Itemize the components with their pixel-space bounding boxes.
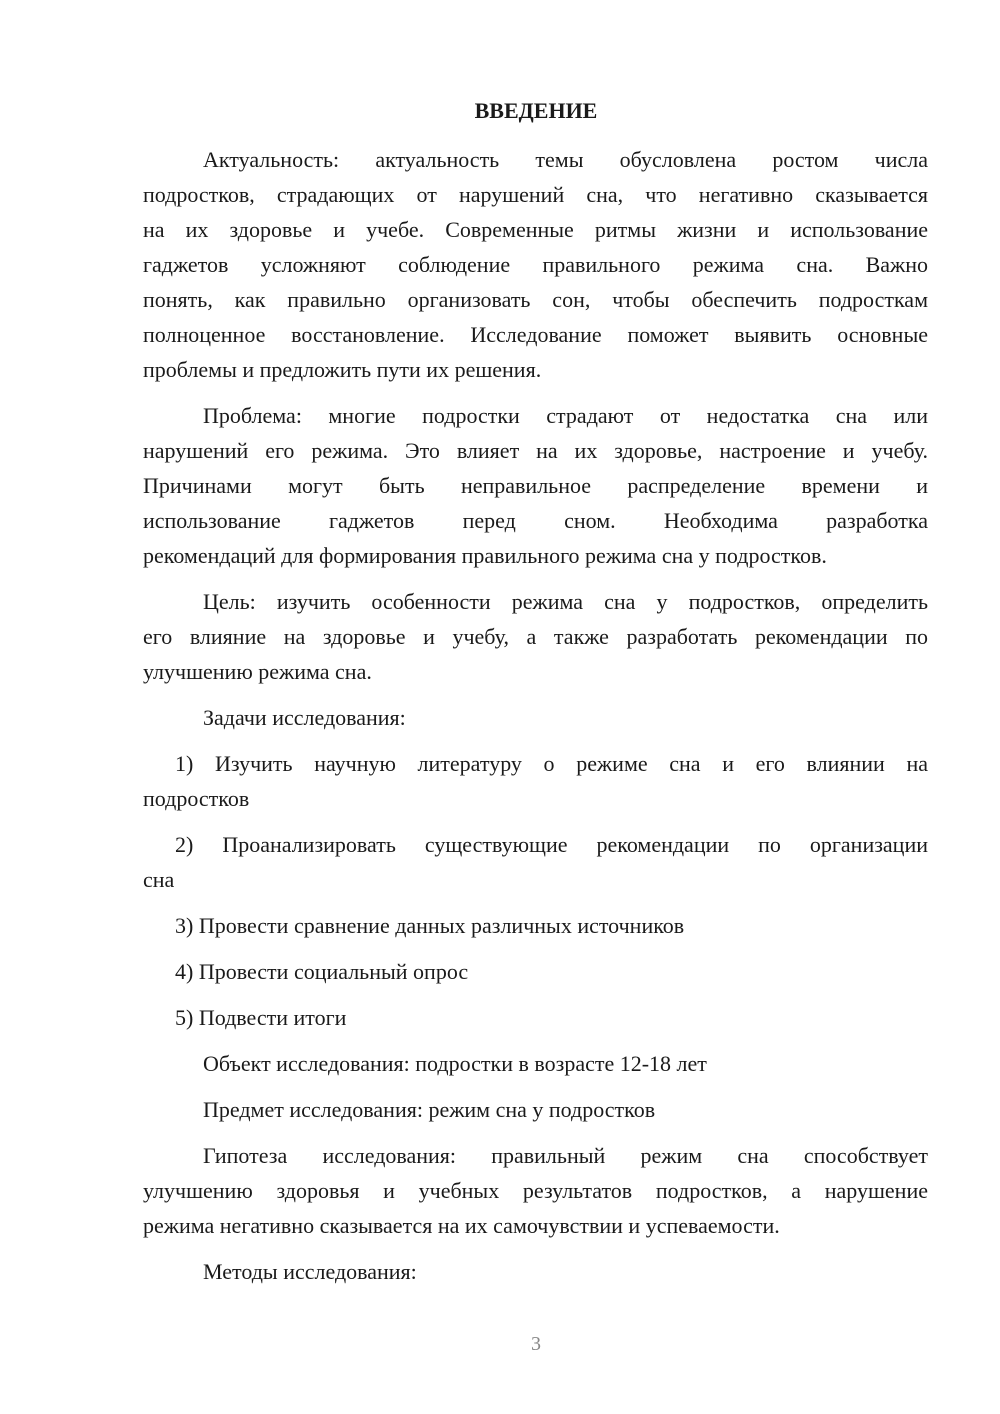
text-line: его влияние на здоровье и учебу, а также разработать рекомендации по <box>143 624 928 649</box>
text-line: полноценное восстановление. Исследование поможет выявить основные <box>143 322 928 347</box>
text-line: 3) Провести сравнение данных различных источников <box>175 913 685 938</box>
text-line: улучшению здоровья и учебных результатов подростков, а нарушение <box>143 1178 928 1203</box>
text-line: Методы исследования: <box>203 1259 417 1284</box>
paragraph <box>143 954 928 989</box>
text-line: режима негативно сказывается на их самочувствии и успеваемости. <box>143 1213 780 1238</box>
page-number: 3 <box>531 1333 541 1355</box>
text-line: гаджетов усложняют соблюдение правильного режима сна. Важно <box>143 252 928 277</box>
paragraph <box>143 584 928 689</box>
text-line: Цель: изучить особенности режима сна у подростков, определить <box>203 589 928 614</box>
paragraph <box>143 827 928 897</box>
text-line: Причинами могут быть неправильное распределение времени и <box>143 473 928 498</box>
paragraph <box>143 398 928 573</box>
text-line: подростков, страдающих от нарушений сна, что негативно сказывается <box>143 182 928 207</box>
text-line: использование гаджетов перед сном. Необходима разработка <box>143 508 928 533</box>
text-line: проблемы и предложить пути их решения. <box>143 357 542 382</box>
text-line: 2) Проанализировать существующие рекомендации по организации <box>175 832 928 857</box>
text-line: понять, как правильно организовать сон, чтобы обеспечить подросткам <box>143 287 928 312</box>
text-line: Предмет исследования: режим сна у подростков <box>203 1097 656 1122</box>
text-line: 5) Подвести итоги <box>175 1005 347 1030</box>
text-line: Гипотеза исследования: правильный режим сна способствует <box>203 1143 928 1168</box>
paragraph <box>143 142 928 387</box>
text-line: улучшению режима сна. <box>143 659 372 684</box>
text-line: рекомендаций для формирования правильного режима сна у подростков. <box>143 543 827 568</box>
text-line: Проблема: многие подростки страдают от недостатка сна или <box>203 403 928 428</box>
text-line: на их здоровье и учебе. Современные ритмы жизни и использование <box>143 217 928 242</box>
text-line: Объект исследования: подростки в возрасте 12-18 лет <box>203 1051 707 1076</box>
paragraph <box>143 1254 928 1289</box>
paragraph <box>143 1092 928 1127</box>
text-line: нарушений его режима. Это влияет на их здоровье, настроение и учебу. <box>143 438 928 463</box>
document-body <box>143 142 928 1300</box>
paragraph <box>143 1138 928 1243</box>
text-line: 1) Изучить научную литературу о режиме сна и его влиянии на <box>175 751 928 776</box>
paragraph <box>143 746 928 816</box>
text-line: сна <box>143 867 175 892</box>
paragraph <box>143 1046 928 1081</box>
text-line: Задачи исследования: <box>203 705 406 730</box>
paragraph <box>143 1000 928 1035</box>
text-line: 4) Провести социальный опрос <box>175 959 469 984</box>
paragraph <box>143 700 928 735</box>
paragraph <box>143 908 928 943</box>
section-title: ВВЕДЕНИЕ <box>474 98 598 123</box>
text-line: подростков <box>143 786 250 811</box>
text-line: Актуальность: актуальность темы обусловлена ростом числа <box>203 147 928 172</box>
